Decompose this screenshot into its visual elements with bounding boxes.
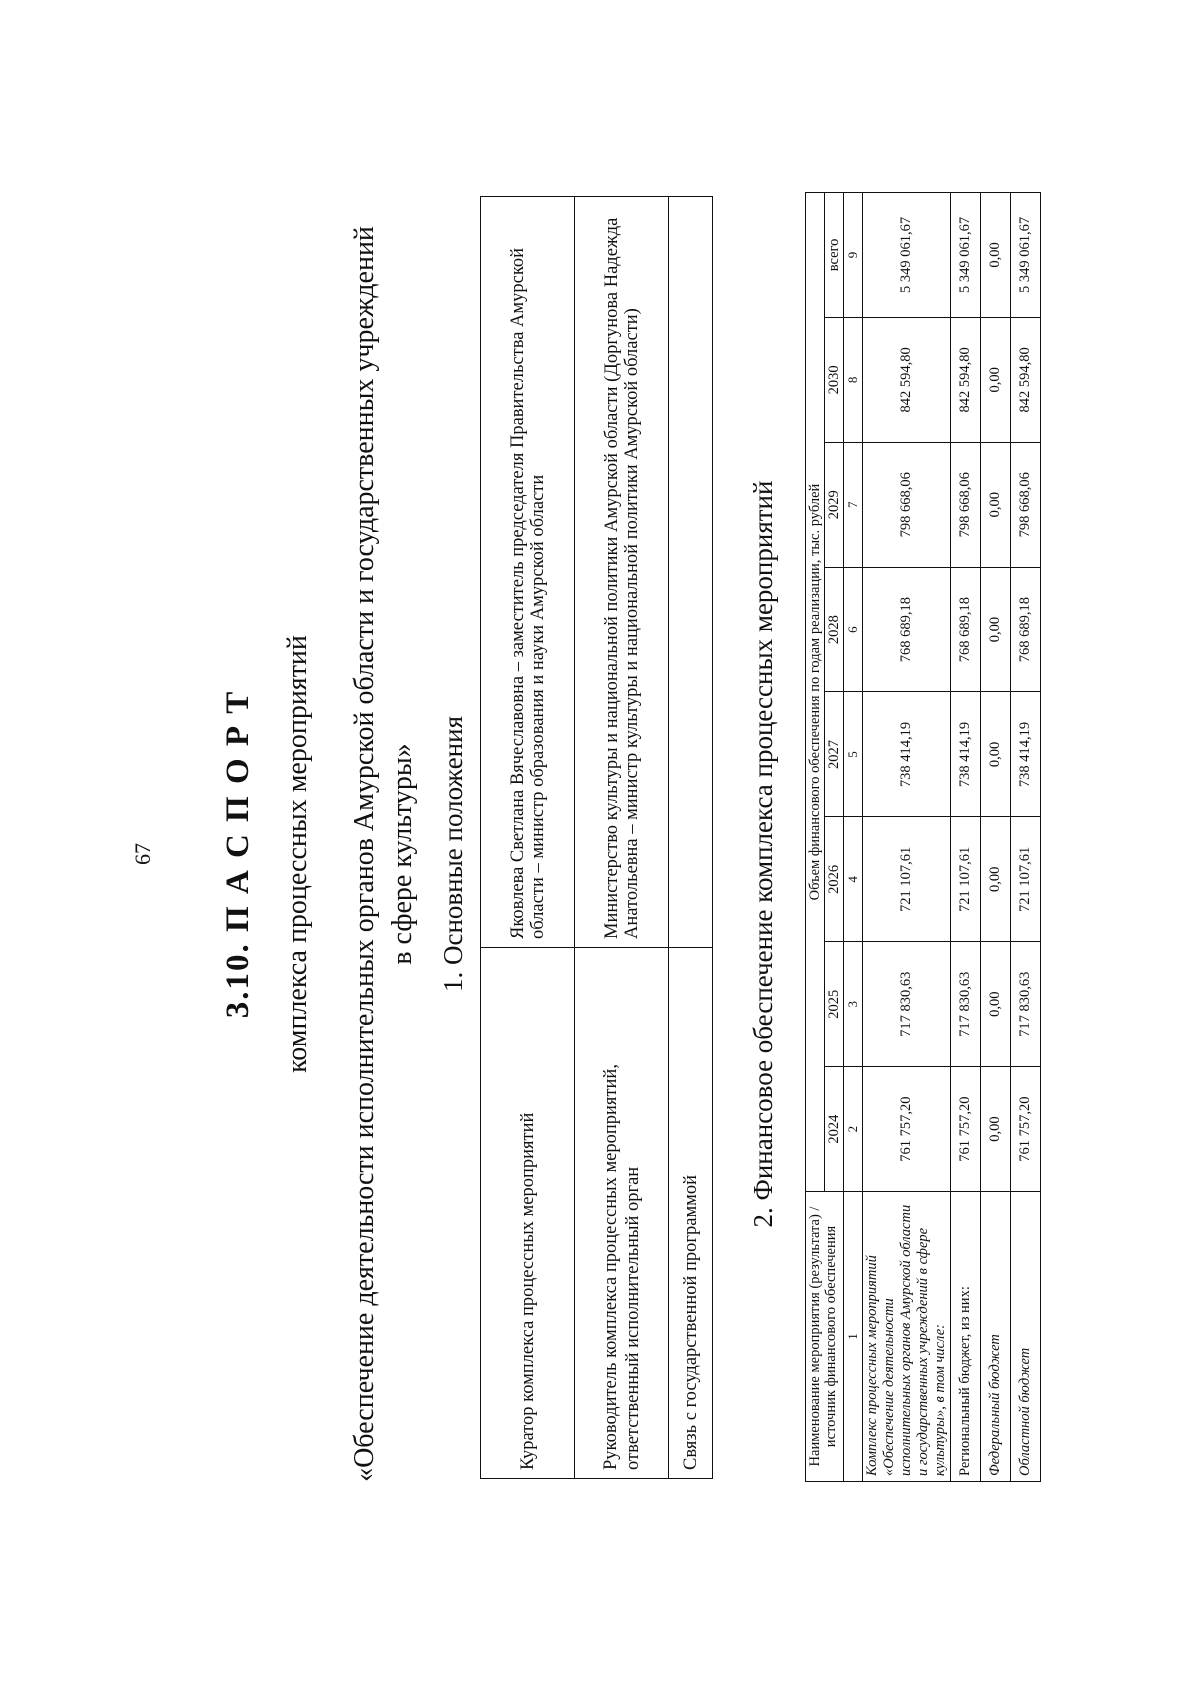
cell-value: 0,00 bbox=[981, 567, 1011, 692]
cell-value: 0,00 bbox=[981, 442, 1011, 567]
row-label: Куратор комплекса процессных мероприятий bbox=[481, 948, 575, 1479]
cell-value: 717 830,63 bbox=[863, 942, 951, 1067]
cell-value: 0,00 bbox=[981, 1067, 1011, 1192]
column-index: 7 bbox=[844, 442, 863, 567]
table-row bbox=[863, 193, 951, 1482]
cell-value: 721 107,61 bbox=[1011, 817, 1041, 942]
cell-value: 768 689,18 bbox=[1011, 567, 1041, 692]
financing-table bbox=[805, 192, 1041, 1482]
section1-heading: 1. Основные положения bbox=[438, 716, 468, 992]
cell-value: 768 689,18 bbox=[863, 567, 951, 692]
cell-value: 5 349 061,67 bbox=[863, 193, 951, 318]
passport-subtitle: комплекса процессных мероприятий bbox=[282, 635, 313, 1073]
cell-value: 768 689,18 bbox=[951, 567, 981, 692]
table-row bbox=[981, 193, 1011, 1482]
passport-title: 3.10. П А С П О Р Т bbox=[220, 689, 256, 1019]
year-header: 2028 bbox=[825, 567, 844, 692]
table-row bbox=[575, 197, 669, 1479]
cell-value: 0,00 bbox=[981, 193, 1011, 318]
row-label: Руководитель комплекса процессных мероприятий, ответственный исполнительный орган bbox=[575, 948, 669, 1479]
cell-value: 5 349 061,67 bbox=[951, 193, 981, 318]
year-header: 2026 bbox=[825, 817, 844, 942]
column-index: 1 bbox=[844, 1192, 863, 1482]
cell-value: 761 757,20 bbox=[951, 1067, 981, 1192]
row-value: Яковлева Светлана Вячеславовна – заместитель председателя Правительства Амурской области – министр образования и науки Амурской области bbox=[481, 197, 575, 948]
row-label: Областной бюджет bbox=[1011, 1192, 1041, 1482]
table-row bbox=[951, 193, 981, 1482]
table-row bbox=[669, 197, 713, 1479]
year-header: 2024 bbox=[825, 1067, 844, 1192]
row-label: Комплекс процессных мероприятий «Обеспечение деятельности исполнительных органов Амурской области и государственных учреждений в сфере культуры», в том числе: bbox=[863, 1192, 951, 1482]
column-index: 9 bbox=[844, 193, 863, 318]
row-label: Связь с государственной программой bbox=[669, 948, 713, 1479]
table-row bbox=[481, 197, 575, 1479]
cell-value: 761 757,20 bbox=[863, 1067, 951, 1192]
cell-value: 0,00 bbox=[981, 817, 1011, 942]
row-label: Региональный бюджет, из них: bbox=[951, 1192, 981, 1482]
cell-value: 721 107,61 bbox=[951, 817, 981, 942]
row-value bbox=[669, 197, 713, 948]
cell-value: 0,00 bbox=[981, 942, 1011, 1067]
column-index: 5 bbox=[844, 692, 863, 817]
cell-value: 738 414,19 bbox=[863, 692, 951, 817]
section2-heading: 2. Финансовое обеспечение комплекса процессных мероприятий bbox=[748, 480, 778, 1228]
row-value: Министерство культуры и национальной политики Амурской области (Доргунова Надежда Анатольевна – министр культуры и национальной политики Амурской области) bbox=[575, 197, 669, 948]
table-row bbox=[1011, 193, 1041, 1482]
document-page bbox=[50, 74, 1150, 1634]
cell-value: 842 594,80 bbox=[951, 317, 981, 442]
cell-value: 738 414,19 bbox=[951, 692, 981, 817]
column-index: 6 bbox=[844, 567, 863, 692]
cell-value: 721 107,61 bbox=[863, 817, 951, 942]
cell-value: 798 668,06 bbox=[1011, 442, 1041, 567]
main-provisions-table bbox=[480, 196, 713, 1479]
column-index: 4 bbox=[844, 817, 863, 942]
year-header: 2025 bbox=[825, 942, 844, 1067]
header-name: Наименование мероприятия (результата) / источник финансового обеспечения bbox=[806, 1192, 844, 1482]
cell-value: 717 830,63 bbox=[951, 942, 981, 1067]
year-header: 2027 bbox=[825, 692, 844, 817]
column-index: 2 bbox=[844, 1067, 863, 1192]
column-index: 8 bbox=[844, 317, 863, 442]
cell-value: 5 349 061,67 bbox=[1011, 193, 1041, 318]
page-number: 67 bbox=[130, 843, 155, 865]
cell-value: 798 668,06 bbox=[951, 442, 981, 567]
year-header: 2030 bbox=[825, 317, 844, 442]
row-label: Федеральный бюджет bbox=[981, 1192, 1011, 1482]
complex-name: «Обеспечение деятельности исполнительных органов Амурской области и государственных учреждений в сфере культуры» bbox=[349, 226, 418, 1482]
cell-value: 717 830,63 bbox=[1011, 942, 1041, 1067]
cell-value: 761 757,20 bbox=[1011, 1067, 1041, 1192]
cell-value: 842 594,80 bbox=[1011, 317, 1041, 442]
total-header: всего bbox=[825, 193, 844, 318]
cell-value: 798 668,06 bbox=[863, 442, 951, 567]
year-header: 2029 bbox=[825, 442, 844, 567]
cell-value: 0,00 bbox=[981, 317, 1011, 442]
cell-value: 738 414,19 bbox=[1011, 692, 1041, 817]
cell-value: 0,00 bbox=[981, 692, 1011, 817]
column-index: 3 bbox=[844, 942, 863, 1067]
header-volume: Объем финансового обеспечения по годам реализации, тыс. рублей bbox=[806, 193, 825, 1192]
cell-value: 842 594,80 bbox=[863, 317, 951, 442]
